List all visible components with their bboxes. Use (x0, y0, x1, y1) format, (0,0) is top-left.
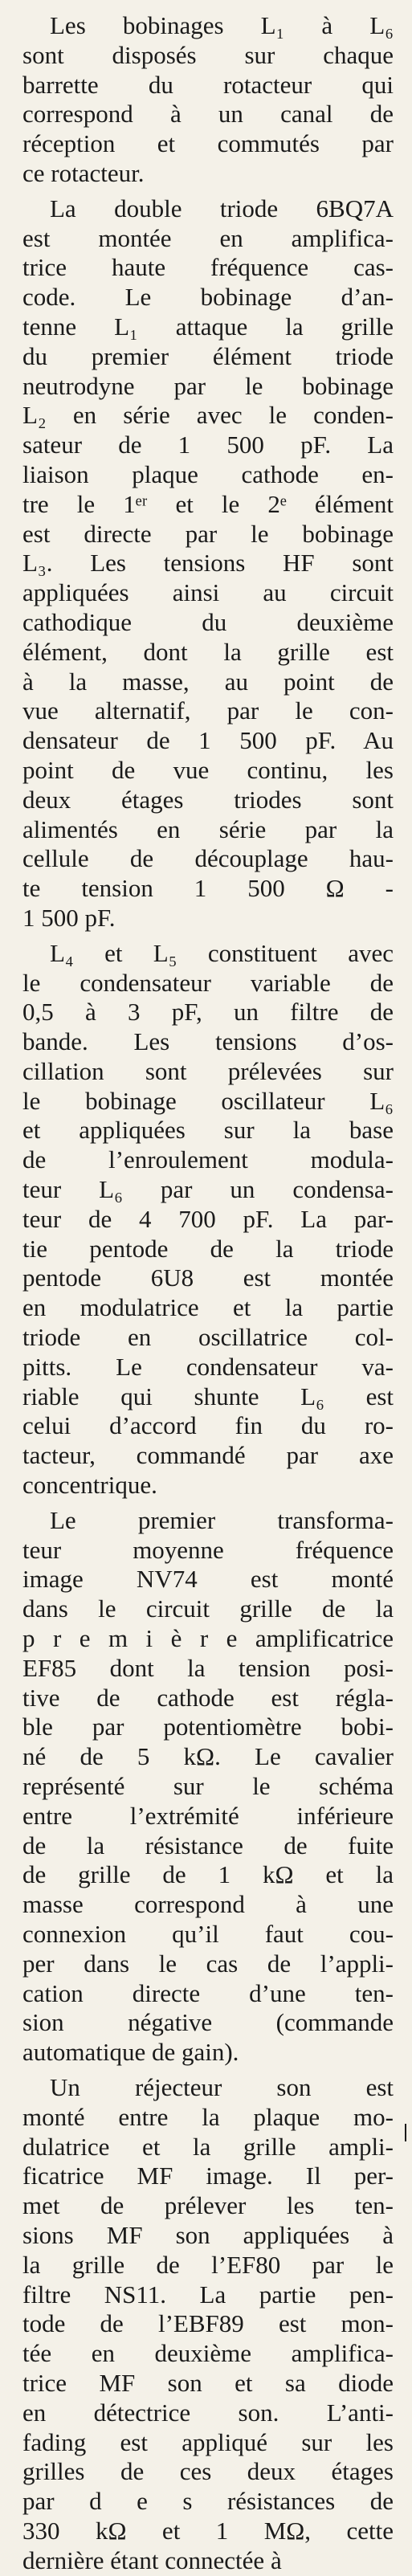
text-line: p r e m i è r e amplificatrice (22, 1624, 394, 1653)
text-line: deux étages triodes sont (22, 785, 394, 814)
text-line: tode de l’EBF89 est mon- (22, 2309, 394, 2338)
text-line: est directe par le bobinage (22, 519, 394, 548)
text-line: tée en deuxième amplifica- (22, 2339, 394, 2368)
text-line: le bobinage oscillateur L₆ (22, 1086, 394, 1115)
text-line: trice haute fréquence cas- (22, 253, 394, 282)
text-line: grilles de ces deux étages (22, 2457, 394, 2486)
text-line: par d e s résistances de (22, 2487, 394, 2516)
text-line: sion négative (commande (22, 2008, 394, 2037)
paragraph (22, 939, 394, 1500)
text-line: neutrodyne par le bobinage (22, 371, 394, 400)
paragraph (22, 1506, 394, 2068)
text-line: vue alternatif, par le con- (22, 696, 394, 725)
text-line: le condensateur variable de (22, 968, 394, 997)
text-line: La double triode 6BQ7A (50, 194, 394, 222)
text-line: dulatrice et la grille ampli- (22, 2132, 394, 2161)
text-line: filtre NS11. La partie pen- (22, 2280, 394, 2309)
text-line: EF85 dont la tension posi- (22, 1653, 394, 1682)
text-line: ce rotacteur. (22, 158, 145, 187)
text-line: teur de 4 700 pF. La par- (22, 1204, 394, 1233)
text-line: pentode 6U8 est montée (22, 1264, 394, 1292)
text-line: Le premier transforma- (50, 1505, 394, 1534)
text-line: cillation sont prélevées sur (22, 1056, 394, 1085)
text-line: alimentés en série par la (22, 814, 394, 843)
text-line: cation directe d’une ten- (22, 1978, 394, 2007)
text-line: élément, dont la grille est (22, 637, 394, 666)
text-line: L₂ en série avec le conden- (22, 401, 394, 430)
text-line: né de 5 kΩ. Le cavalier (22, 1742, 394, 1771)
text-line: cellule de découplage hau- (22, 844, 394, 873)
text-line: dans le circuit grille de la (22, 1594, 394, 1623)
text-line: est montée en amplifica- (22, 223, 394, 252)
text-line: ble par potentiomètre bobi- (22, 1713, 394, 1741)
text-line: teur L₆ par un condensa- (22, 1175, 394, 1204)
text-line: L₄ et L₅ constituent avec (50, 938, 394, 967)
text-line: appliquées ainsi au circuit (22, 578, 394, 607)
text-line: celui d’accord fin du ro- (22, 1411, 394, 1440)
text-line: bande. Les tensions d’os- (22, 1027, 394, 1056)
text-line: entre l’extrémité inférieure (22, 1801, 394, 1830)
text-line: pitts. Le condensateur va- (22, 1352, 394, 1381)
text-line: liaison plaque cathode en- (22, 459, 394, 488)
text-column (22, 11, 394, 2576)
text-line: monté entre la plaque mo- (22, 2102, 394, 2131)
text-line: de la résistance de fuite (22, 1831, 394, 1860)
paragraph (22, 11, 394, 189)
text-line: 1 500 pF. (22, 903, 116, 932)
text-line: ficatrice MF image. Il per- (22, 2162, 394, 2190)
text-line: Les bobinages L₁ à L₆ (50, 11, 394, 39)
text-line: image NV74 est monté (22, 1565, 394, 1594)
text-line: la grille de l’EF80 par le (22, 2250, 394, 2279)
text-line: correspond à un canal de (22, 100, 394, 129)
text-line: barrette du rotacteur qui (22, 70, 394, 99)
text-line: densateur de 1 500 pF. Au (22, 726, 394, 755)
paragraph (22, 2073, 394, 2576)
text-line: riable qui shunte L₆ est (22, 1382, 394, 1410)
text-line: masse correspond à une (22, 1890, 394, 1919)
text-line: tive de cathode est régla- (22, 1683, 394, 1712)
text-line: cathodique du deuxième (22, 607, 394, 636)
text-line: tie pentode de la triode (22, 1234, 394, 1263)
text-line: de l’enroulement modula- (22, 1145, 394, 1174)
text-line: représenté sur le schéma (22, 1772, 394, 1801)
text-line: à la masse, au point de (22, 667, 394, 696)
text-line: automatique de gain). (22, 2038, 239, 2067)
text-line: 330 kΩ et 1 MΩ, cette (22, 2516, 394, 2545)
text-line: triode en oscillatrice col- (22, 1323, 394, 1352)
text-line: en modulatrice et la partie (22, 1293, 394, 1322)
text-line: code. Le bobinage d’an- (22, 283, 394, 312)
text-line: tre le 1ᵉʳ et le 2ᵉ élément (22, 489, 394, 518)
text-line: en détectrice son. L’anti- (22, 2398, 394, 2427)
paragraph (22, 194, 394, 933)
text-line: connexion qu’il faut cou- (22, 1920, 394, 1948)
text-line: concentrique. (22, 1471, 157, 1500)
text-line: met de prélever les ten- (22, 2191, 394, 2220)
text-line: sateur de 1 500 pF. La (22, 431, 394, 459)
text-line: teur moyenne fréquence (22, 1535, 394, 1564)
text-line: Un réjecteur son est (50, 2072, 394, 2101)
text-line: sions MF son appliquées à (22, 2220, 394, 2249)
text-line: du premier élément triode (22, 341, 394, 370)
text-line: et appliquées sur la base (22, 1116, 394, 1145)
text-line: point de vue continu, les (22, 755, 394, 784)
margin-rule (405, 2124, 406, 2141)
text-line: réception et commutés par (22, 129, 394, 158)
text-line: fading est appliqué sur les (22, 2427, 394, 2456)
text-line: dernière étant connectée à (22, 2545, 282, 2574)
text-line: 0,5 à 3 pF, un filtre de (22, 998, 394, 1027)
text-line: tenne L₁ attaque la grille (22, 312, 394, 341)
text-line: sont disposés sur chaque (22, 40, 394, 69)
text-line: tacteur, commandé par axe (22, 1441, 394, 1470)
text-line: de grille de 1 kΩ et la (22, 1860, 394, 1889)
text-line: trice MF son et sa diode (22, 2368, 394, 2397)
text-line: per dans le cas de l’appli- (22, 1949, 394, 1978)
text-line: te tension 1 500 Ω - (22, 874, 394, 903)
text-line: L₃. Les tensions HF sont (22, 549, 394, 578)
